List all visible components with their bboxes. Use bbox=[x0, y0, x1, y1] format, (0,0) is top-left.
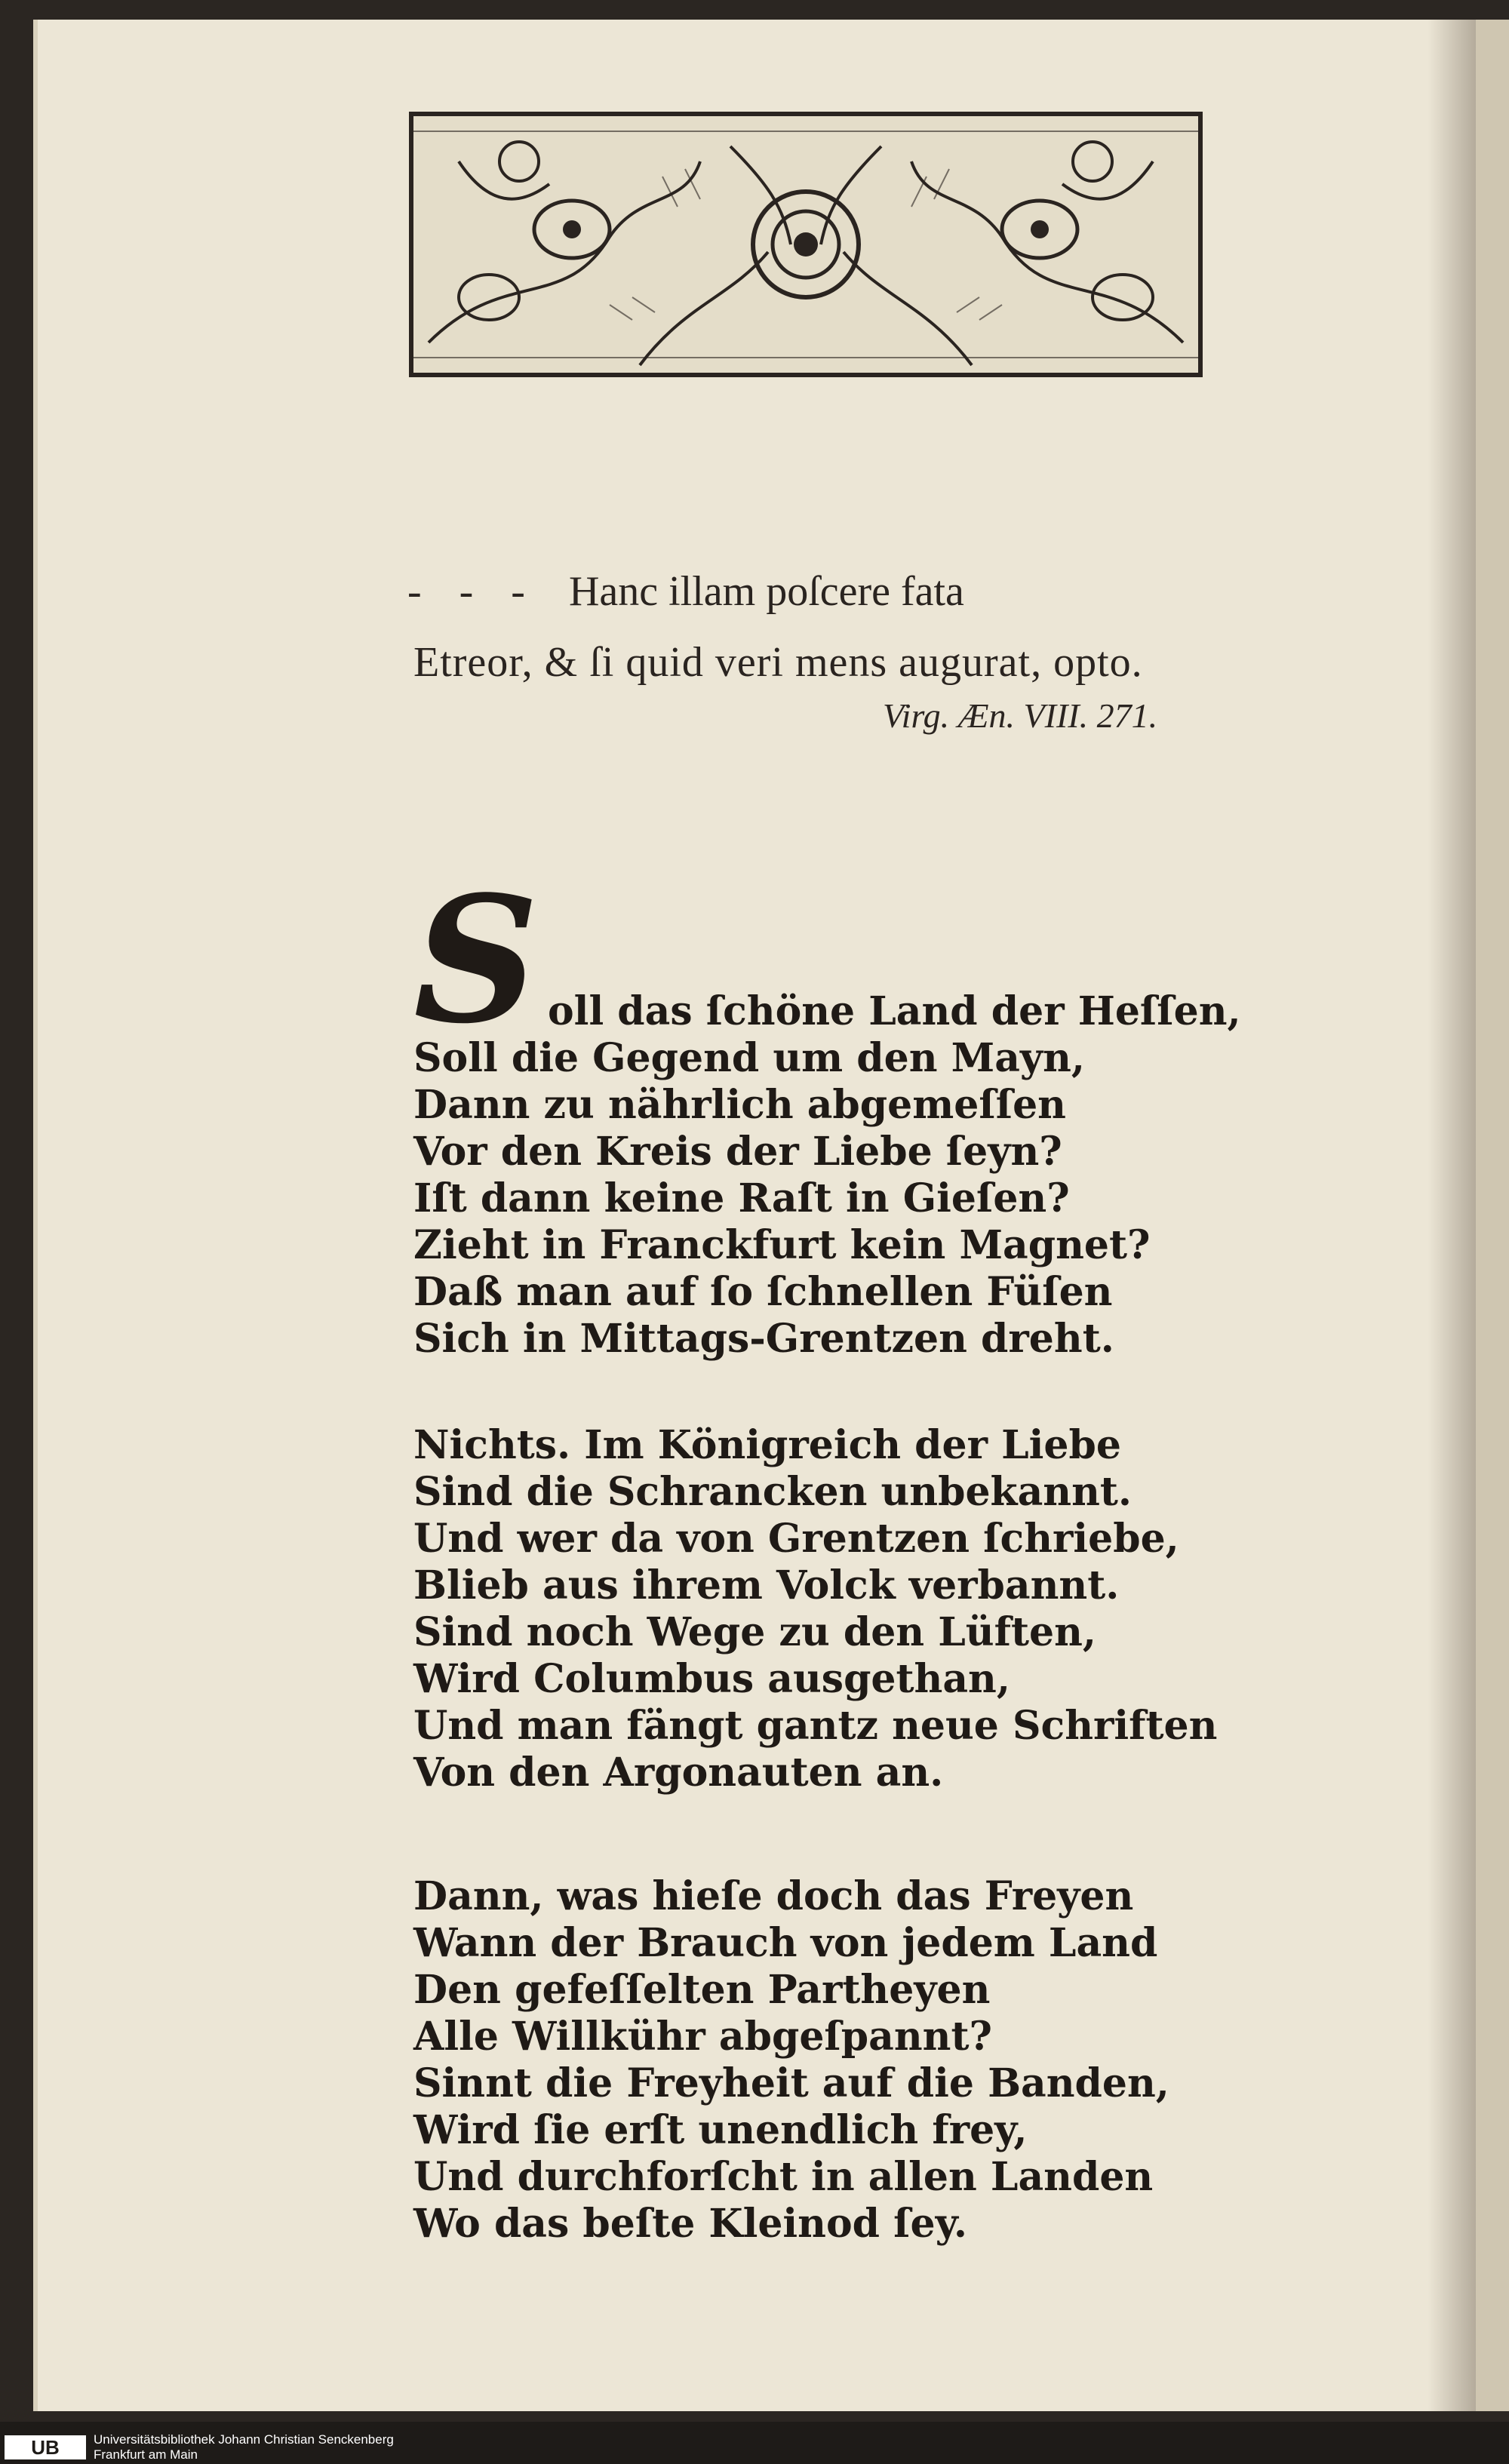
poem-line: Soll die Gegend um den Mayn, bbox=[413, 1035, 1086, 1081]
drop-cap: S bbox=[413, 859, 539, 1062]
poem-line: Und man fängt gantz neue Schriften bbox=[413, 1703, 1218, 1749]
library-logo: UB bbox=[5, 2435, 86, 2459]
poem-line: Sind die Schrancken unbekannt. bbox=[413, 1469, 1132, 1515]
poem-stanza-3 bbox=[413, 1873, 1169, 2247]
motto-line-1 bbox=[407, 567, 964, 616]
poem-line: Vor den Kreis der Liebe ſeyn? bbox=[413, 1129, 1062, 1175]
library-name: Universitätsbibliothek Johann Christian Senckenberg bbox=[94, 2432, 394, 2447]
floral-ornament-headpiece bbox=[409, 112, 1203, 377]
poem-line: Sinnt die Freyheit auf die Banden, bbox=[413, 2060, 1169, 2106]
poem-line: Blieb aus ihrem Volck verbannt. bbox=[413, 1562, 1120, 1608]
poem-line: oll das ſchöne Land der Heſſen, bbox=[548, 988, 1241, 1034]
poem-line: Zieht in Franckfurt kein Magnet? bbox=[413, 1222, 1151, 1268]
poem-line: Wird ſie erſt unendlich frey, bbox=[413, 2107, 1028, 2153]
motto-source: Virg. Æn. VIII. 271. bbox=[883, 696, 1158, 735]
poem-line: Wann der Brauch von jedem Land bbox=[413, 1920, 1158, 1966]
poem-line: Von den Argonauten an. bbox=[413, 1750, 944, 1796]
library-footer-bar bbox=[0, 2422, 1509, 2464]
poem-line: Dann, was hieſe doch das Freyen bbox=[413, 1873, 1134, 1919]
motto-line-2: Etreor, & ſi quid veri mens augurat, opto. bbox=[413, 639, 1143, 686]
poem-line: Und durchforſcht in allen Landen bbox=[413, 2154, 1154, 2200]
library-city: Frankfurt am Main bbox=[94, 2447, 198, 2462]
poem-line: Wird Columbus ausgethan, bbox=[413, 1656, 1010, 1702]
poem-line: Wo das beſte Kleinod ſey. bbox=[413, 2201, 967, 2247]
poem-line: Iſt dann keine Raſt in Gieſen? bbox=[413, 1175, 1070, 1221]
adjacent-page-edge bbox=[1476, 20, 1509, 2411]
poem-stanza-2 bbox=[413, 1422, 1217, 1796]
motto-line-1-text: Hanc illam poſcere fata bbox=[568, 568, 964, 615]
motto-dashes: - - - bbox=[407, 568, 539, 615]
poem-stanza-1 bbox=[413, 988, 1241, 1363]
poem-line: Sich in Mittags-Grentzen dreht. bbox=[413, 1316, 1114, 1362]
poem-line: Daß man auf ſo ſchnellen Füſen bbox=[413, 1269, 1113, 1315]
page-gutter-shadow bbox=[1428, 20, 1480, 2411]
poem-line: Alle Willkühr abgeſpannt? bbox=[413, 2014, 992, 2060]
poem-line: Und wer da von Grentzen ſchriebe, bbox=[413, 1516, 1179, 1562]
poem-line: Dann zu nährlich abgemeſſen bbox=[413, 1082, 1066, 1128]
poem-line: Sind noch Wege zu den Lüften, bbox=[413, 1609, 1096, 1655]
poem-line: Nichts. Im Königreich der Liebe bbox=[413, 1422, 1121, 1468]
poem-line: Den gefeſſelten Partheyen bbox=[413, 1967, 991, 2013]
library-credit bbox=[94, 2432, 394, 2462]
